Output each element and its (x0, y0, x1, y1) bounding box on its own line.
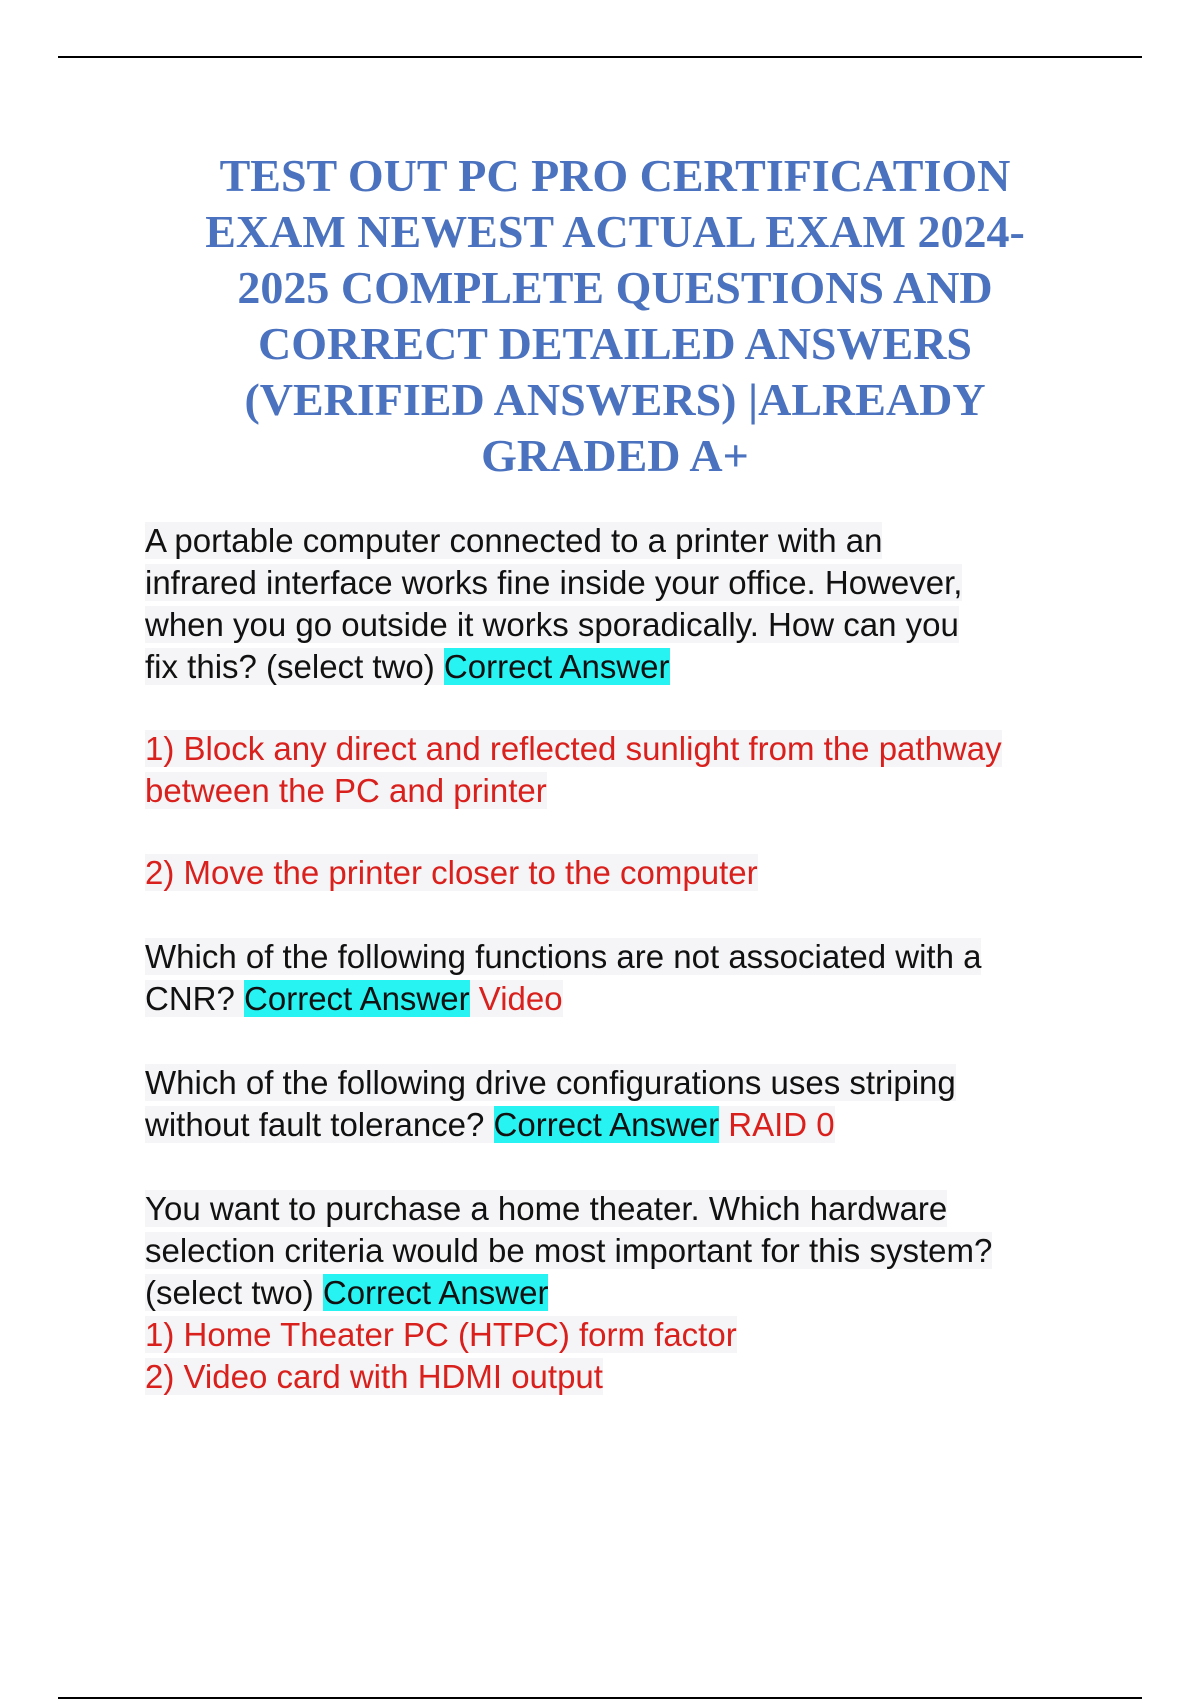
title-line: (VERIFIED ANSWERS) |ALREADY (244, 374, 986, 425)
header-rule (58, 56, 1142, 58)
question-text: A portable computer connected to a printer with an (145, 522, 883, 559)
title-line: GRADED A+ (481, 430, 749, 481)
correct-answer-label: Correct Answer (493, 1106, 720, 1143)
correct-answer-label: Correct Answer (443, 648, 670, 685)
title-line: 2025 COMPLETE QUESTIONS AND (237, 262, 993, 313)
answer-text: between the PC and printer (145, 772, 547, 809)
question-text: Which of the following functions are not associated with a (145, 938, 982, 975)
question-text: Which of the following drive configurations uses striping (145, 1064, 956, 1101)
qa-content (145, 520, 1115, 1398)
question-text: without fault tolerance? (145, 1106, 494, 1143)
question-text: fix this? (select two) (145, 648, 444, 685)
title-line: EXAM NEWEST ACTUAL EXAM 2024- (205, 206, 1025, 257)
correct-answer-label: Correct Answer (244, 980, 470, 1017)
answer-text: RAID 0 (719, 1106, 835, 1143)
question-text: selection criteria would be most important for this system? (145, 1232, 993, 1269)
question-text: infrared interface works fine inside your office. However, (145, 564, 963, 601)
answer-text: Video (469, 980, 563, 1017)
title-line: CORRECT DETAILED ANSWERS (257, 318, 973, 369)
question-block (145, 936, 1115, 1020)
answer-text: 1) Block any direct and reflected sunlight from the pathway (145, 730, 1002, 767)
question-block (145, 1062, 1115, 1146)
correct-answer-label: Correct Answer (322, 1274, 549, 1311)
title-line: TEST OUT PC PRO CERTIFICATION (219, 150, 1011, 201)
answer-text: 2) Move the printer closer to the computer (145, 854, 758, 891)
answer-text: 1) Home Theater PC (HTPC) form factor (145, 1316, 737, 1353)
answer-text: 2) Video card with HDMI output (145, 1358, 603, 1395)
question-text: when you go outside it works sporadically. How can you (145, 606, 959, 643)
document-title (150, 148, 1080, 484)
question-block (145, 1188, 1115, 1398)
question-block (145, 520, 1115, 894)
footer-rule (58, 1697, 1142, 1699)
question-text: (select two) (145, 1274, 323, 1311)
question-text: You want to purchase a home theater. Which hardware (145, 1190, 948, 1227)
question-text: CNR? (145, 980, 245, 1017)
